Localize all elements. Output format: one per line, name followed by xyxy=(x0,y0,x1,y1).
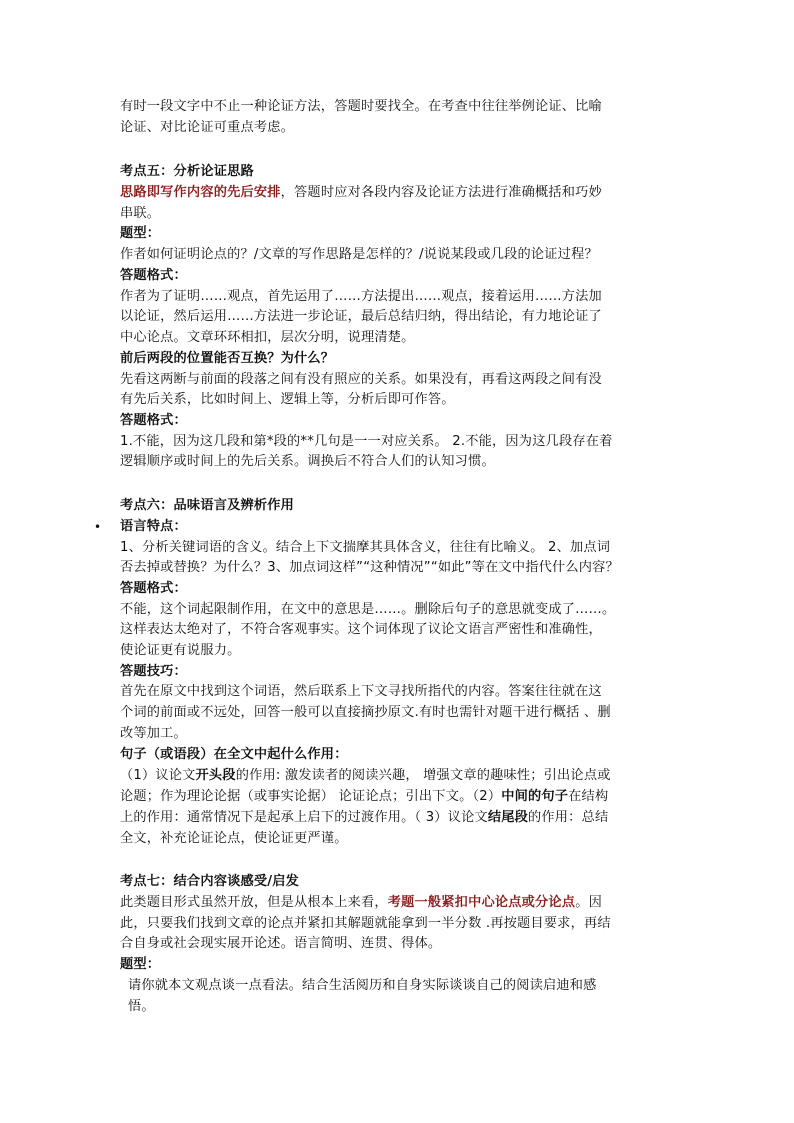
section-title-7: 考点七：结合内容谈感受/启发 xyxy=(120,874,300,889)
label-geshi: 答题格式： xyxy=(120,268,187,283)
text-line xyxy=(120,808,608,828)
text-span: 的作用：总结 xyxy=(528,810,609,825)
text-line xyxy=(120,183,602,203)
text-line: 这样表达太绝对了，不符合客观事实。这个词体现了议论文语言严密性和准确性， xyxy=(120,622,602,637)
text-line: 请你就本文观点谈一点看法。结合生活阅历和自身实际谈谈自己的阅读启迪和感 xyxy=(128,978,597,993)
text-line: 改等加工。 xyxy=(120,726,187,741)
text-line: 悟。 xyxy=(128,999,155,1014)
bullet-icon: • xyxy=(94,520,102,534)
text-line: 有先后关系，比如时间上、逻辑上等，分析后即可作答。 xyxy=(120,392,455,407)
text-line: 中心论点。文章环环相扣，层次分明，说理清楚。 xyxy=(120,330,415,345)
text-line: 合自身或社会现实展开论述。语言简明、连贯、得体。 xyxy=(120,936,442,951)
text-line xyxy=(120,787,608,807)
text-line: 个词的前面或不远处，回答一般可以直接摘抄原文.有时也需针对题干进行概括 、删 xyxy=(120,705,611,720)
text-span: 在结构 xyxy=(568,789,609,804)
question-title: 前后两段的位置能否互换？为什么？ xyxy=(120,351,335,366)
highlight-text: 思路即写作内容的先后安排 xyxy=(120,185,281,200)
section-title-5: 考点五：分析论证思路 xyxy=(120,164,254,179)
text-line: 有时一段文字中不止一种论证方法，答题时要找全。在考查中往往举例论证、比喻 xyxy=(120,99,602,114)
text-line: 否去掉或替换？为什么？3、加点词这样”“这种情况”“如此”等在文中指代什么内容？ xyxy=(120,560,619,575)
label-geshi: 答题格式： xyxy=(120,413,187,428)
text-span: 。因 xyxy=(575,895,602,910)
text-line: 以论证，然后运用……方法进一步论证，最后总结归纳，得出结论，有力地论证了 xyxy=(120,309,602,324)
text-span: 的作用: 激发读者的阅读兴趣， 增强文章的趣味性；引出论点或 xyxy=(235,768,611,783)
text-span: 上的作用：通常情况下是起承上启下的过渡作用。（ 3）议论文 xyxy=(120,810,488,825)
text-line: 作者为了证明……观点，首先运用了……方法提出……观点，接着运用……方法加 xyxy=(120,289,602,304)
label-jiqiao: 答题技巧： xyxy=(120,664,187,679)
text-line: 不能，这个词起限制作用，在文中的意思是……。删除后句子的意思就变成了……。 xyxy=(120,602,616,617)
label-geshi: 答题格式： xyxy=(120,581,187,596)
text-line: 作者如何证明论点的？/文章的写作思路是怎样的？/说说某段或几段的论证过程？ xyxy=(120,247,598,262)
label-yuyan: 语言特点： xyxy=(120,519,187,534)
text-span: ，答题时应对各段内容及论证方法进行准确概括和巧妙 xyxy=(280,185,602,200)
text-line xyxy=(120,893,602,913)
text-line: 逻辑顺序或时间上的先后关系。调换后不符合人们的认知习惯。 xyxy=(120,454,495,469)
text-line: 全文，补充论证论点，使论证更严谨。 xyxy=(120,831,348,846)
text-span: 论题；作为理论论据（或事实论据） 论证论点；引出下文。（2） xyxy=(120,789,502,804)
text-span: （1）议论文 xyxy=(120,768,196,783)
label-tixing: 题型： xyxy=(120,957,161,972)
text-line: 串联。 xyxy=(120,206,161,221)
text-line: 论证、对比论证可重点考虑。 xyxy=(120,120,295,135)
text-line xyxy=(120,766,611,786)
text-line: 使论证更有说服力。 xyxy=(120,643,241,658)
section-title-6: 考点六：品味语言及辨析作用 xyxy=(120,498,295,513)
text-line: 1、分析关键词语的含义。结合上下文揣摩其具体含义，往往有比喻义。 2、加点词 xyxy=(120,540,611,555)
text-span: 此类题目形式虽然开放，但是从根本上来看， xyxy=(120,895,388,910)
question-title: 句子（或语段）在全文中起什么作用： xyxy=(120,747,348,762)
text-line: 首先在原文中找到这个词语，然后联系上下文寻找所指代的内容。答案往往就在这 xyxy=(120,684,602,699)
bold-term: 中间的句子 xyxy=(501,789,569,804)
bold-term: 开头段 xyxy=(195,768,236,783)
text-line: 1.不能，因为这几段和第*段的**几句是一一对应关系。 2.不能，因为这几段存在着 xyxy=(120,434,613,449)
text-line: 此，只要我们找到文章的论点并紧扣其解题就能拿到一半分数 .再按题目要求，再结 xyxy=(120,916,611,931)
bold-term: 结尾段 xyxy=(487,810,529,825)
highlight-text: 考题一般紧扣中心论点或分论点 xyxy=(387,895,576,910)
label-tixing: 题型： xyxy=(120,226,161,241)
text-line: 先看这两断与前面的段落之间有没有照应的关系。如果没有，再看这两段之间有没 xyxy=(120,372,602,387)
